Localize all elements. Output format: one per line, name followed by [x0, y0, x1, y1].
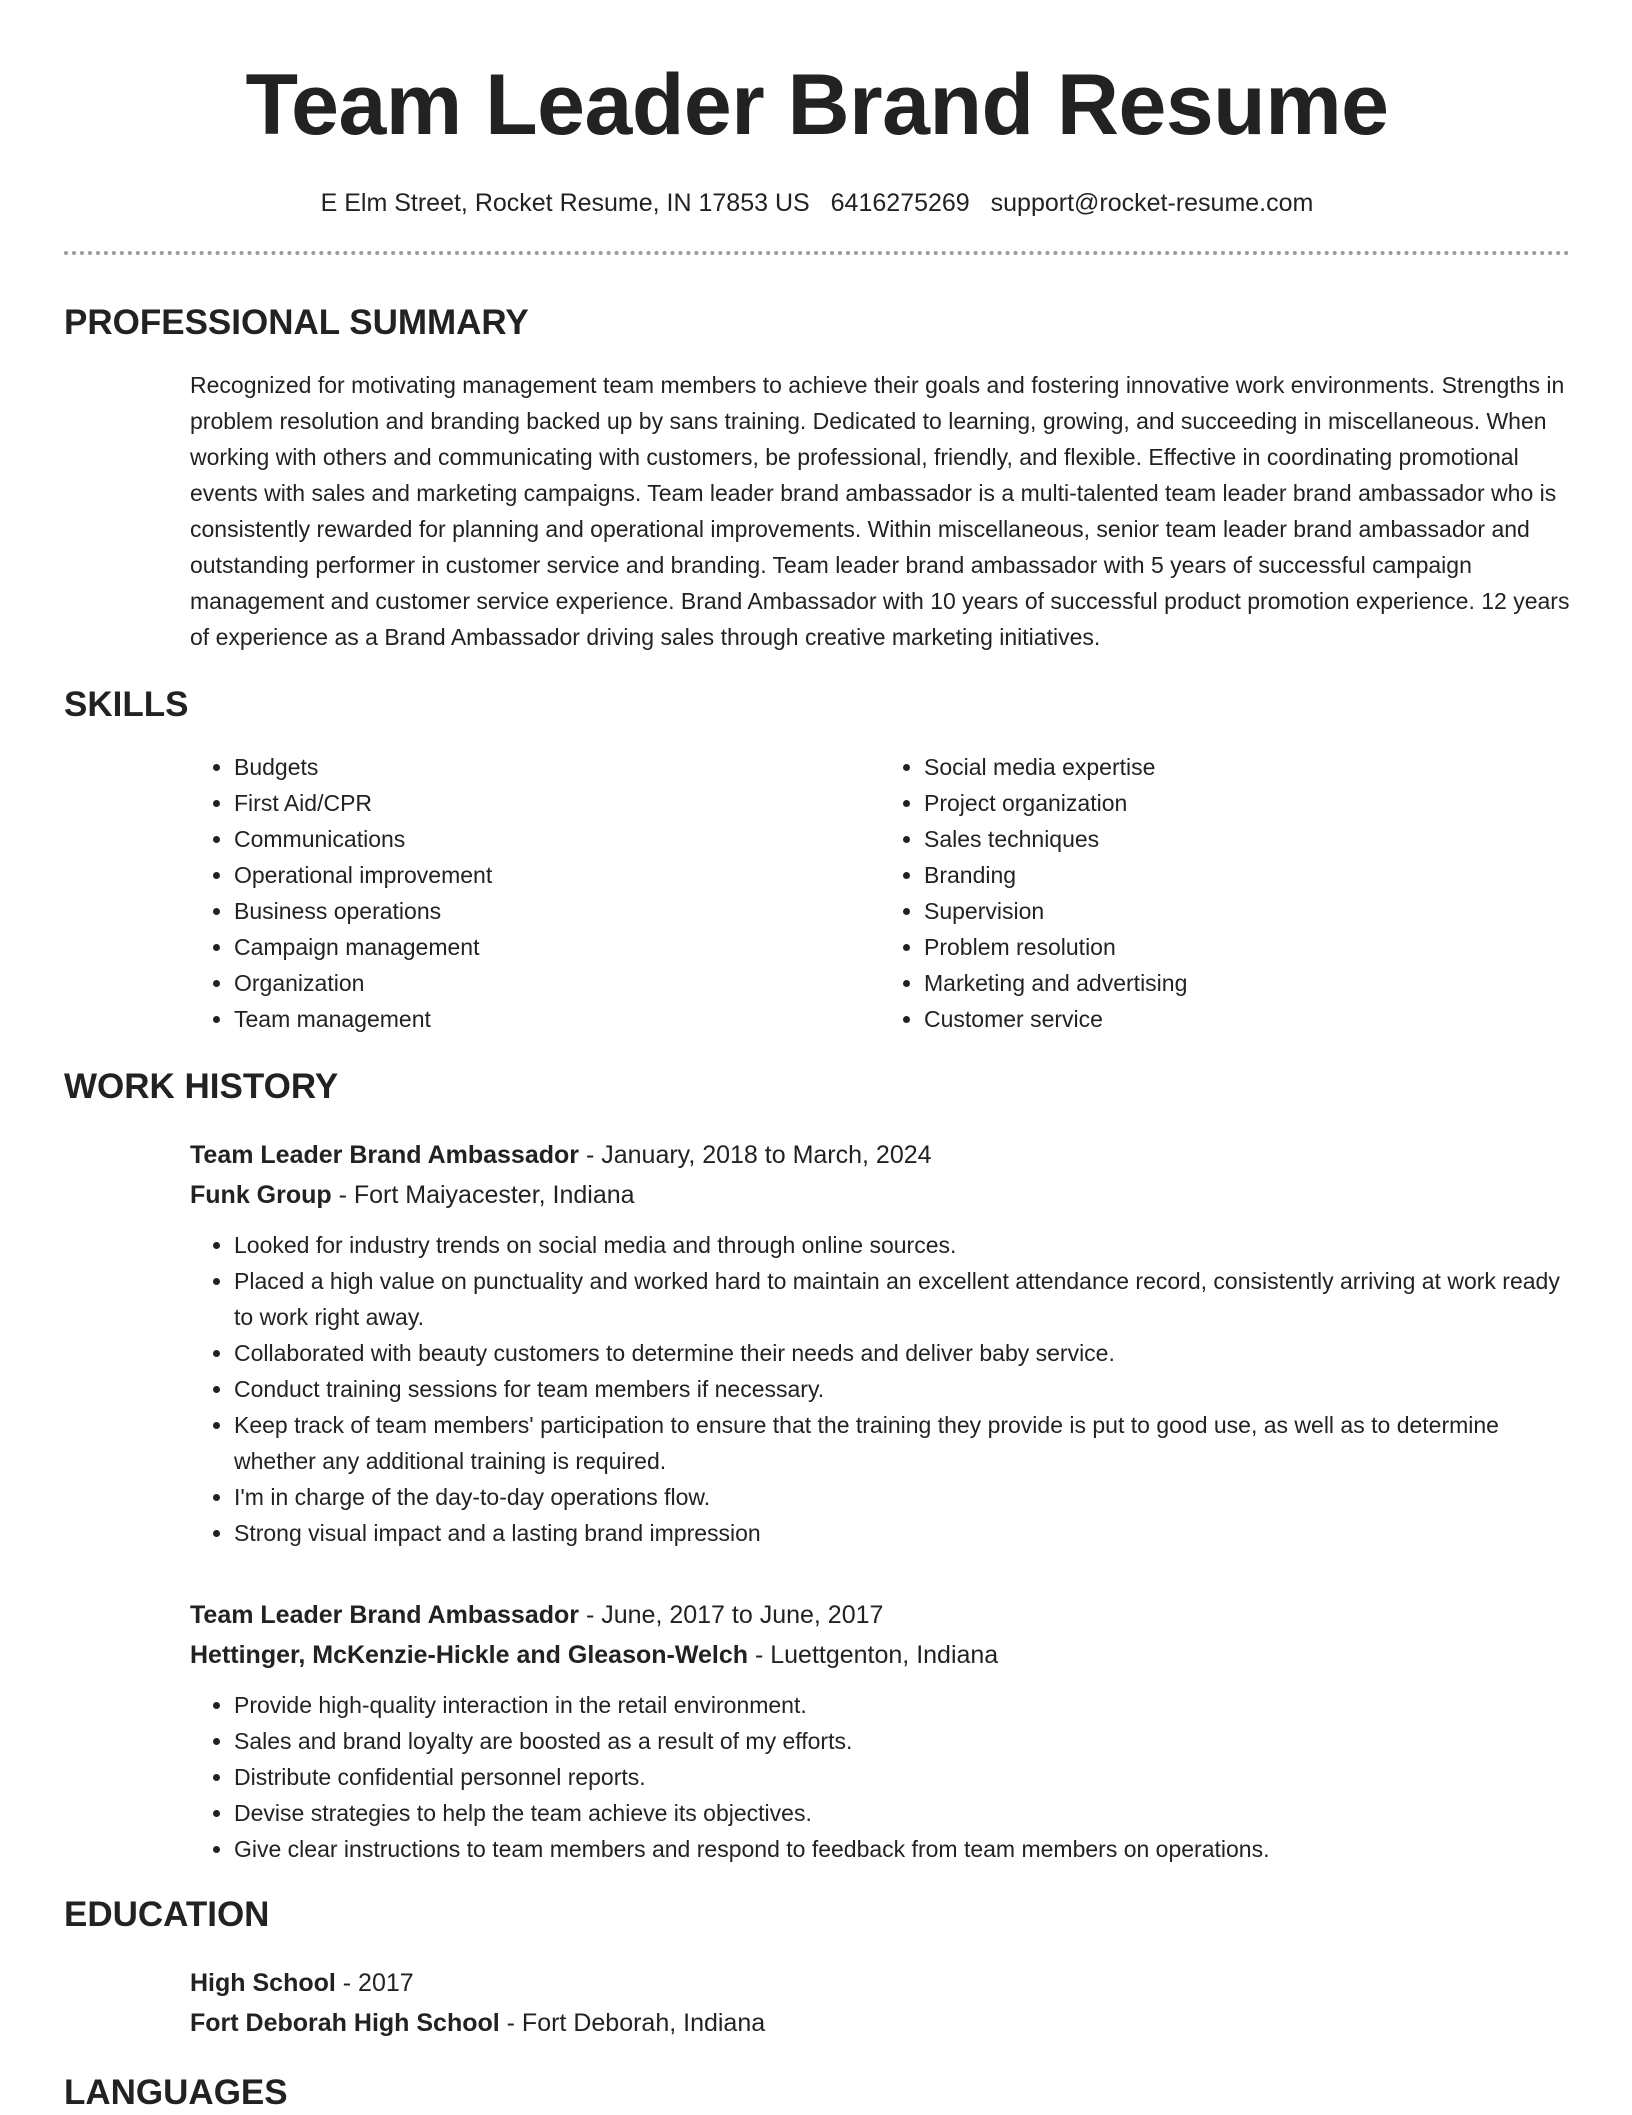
summary-text: Recognized for motivating management team members to achieve their goals and fostering innovative work environments. Strengths in problem resolution and branding backed up by sans training. Dedicated to learning, growing, and succeeding in miscellaneous. When working with others and communicating with customers, be professional, friendly, and flexible. Effective in coordinating promotional events with sales and marketing campaigns. Team leader brand ambassador is a multi-talented team leader brand ambassador who is consistently rewarded for planning and operational improvements. Within miscellaneous, senior team leader brand ambassador and outstanding performer in customer service and branding. Team leader brand ambassador with 5 years of successful campaign management and customer service experience. Brand Ambassador with 10 years of successful product promotion experience. 12 years of experience as a Brand Ambassador driving sales through creative marketing initiatives.: [190, 372, 1570, 650]
job-bullets: [190, 1227, 1570, 1551]
job-bullet: • Sales and brand loyalty are boosted as a result of my efforts.: [234, 1723, 1570, 1759]
job-bullet: • Distribute confidential personnel reports.: [234, 1759, 1570, 1795]
skills-column-right: [880, 749, 1570, 1037]
section-title-summary: PROFESSIONAL SUMMARY: [64, 303, 529, 342]
skills-list: [190, 749, 1570, 1037]
skill-item: • Project organization: [924, 785, 1570, 821]
job-company: Funk Group: [190, 1181, 332, 1209]
resume-title: Team Leader Brand Resume: [245, 57, 1389, 153]
job-bullets: [190, 1687, 1570, 1867]
skill-item: • Branding: [924, 857, 1570, 893]
skill-item: • Operational improvement: [234, 857, 880, 893]
job-bullet: • Conduct training sessions for team members if necessary.: [234, 1371, 1570, 1407]
skill-item: • Supervision: [924, 893, 1570, 929]
job-bullet: • Collaborated with beauty customers to determine their needs and deliver baby service.: [234, 1335, 1570, 1371]
job-company-line: [190, 1635, 1570, 1675]
section-title-languages: LANGUAGES: [64, 2073, 288, 2112]
job-role: Team Leader Brand Ambassador: [190, 1601, 580, 1629]
job-bullet: • Placed a high value on punctuality and worked hard to maintain an excellent attendance record, consistently arriving at work ready to work right away.: [234, 1263, 1570, 1335]
skill-item: • Campaign management: [234, 929, 880, 965]
job-dates: - January, 2018 to March, 2024: [579, 1141, 932, 1169]
job-dates: - June, 2017 to June, 2017: [579, 1601, 884, 1629]
job-entry: [190, 1595, 1570, 1867]
job-bullet: • Give clear instructions to team members and respond to feedback from team members on operations.: [234, 1831, 1570, 1867]
skill-item: • Organization: [234, 965, 880, 1001]
contact-address: E Elm Street, Rocket Resume, IN 17853 US: [320, 189, 810, 217]
skill-item: • Problem resolution: [924, 929, 1570, 965]
skill-item: • Communications: [234, 821, 880, 857]
section-title-work-history: WORK HISTORY: [64, 1067, 339, 1106]
job-bullet: • I'm in charge of the day-to-day operations flow.: [234, 1479, 1570, 1515]
skill-item: • Customer service: [924, 1001, 1570, 1037]
job-role-line: [190, 1135, 1570, 1175]
skill-item: • Social media expertise: [924, 749, 1570, 785]
education-degree: High School: [190, 1969, 336, 1997]
section-title-education: EDUCATION: [64, 1895, 270, 1934]
job-bullet: • Keep track of team members' participation to ensure that the training they provide is put to good use, as well as to determine whether any additional training is required.: [234, 1407, 1570, 1479]
skill-item: • Marketing and advertising: [924, 965, 1570, 1001]
education-location: - Fort Deborah, Indiana: [499, 2009, 766, 2037]
contact-line: [64, 185, 1570, 221]
section-title-skills: SKILLS: [64, 685, 189, 724]
contact-email: support@rocket-resume.com: [990, 189, 1314, 217]
job-bullet: • Looked for industry trends on social media and through online sources.: [234, 1227, 1570, 1263]
education-entry: [190, 1963, 1570, 2043]
job-bullet: • Provide high-quality interaction in the retail environment.: [234, 1687, 1570, 1723]
skill-item: • First Aid/CPR: [234, 785, 880, 821]
skills-column-left: [190, 749, 880, 1037]
job-location: - Fort Maiyacester, Indiana: [331, 1181, 635, 1209]
education-school-line: [190, 2003, 1570, 2043]
education-degree-line: [190, 1963, 1570, 2003]
job-bullet: • Strong visual impact and a lasting brand impression: [234, 1515, 1570, 1551]
job-entry: [190, 1135, 1570, 1551]
header-divider: [64, 251, 1570, 255]
job-company: Hettinger, McKenzie-Hickle and Gleason-Welch: [190, 1641, 749, 1669]
job-role: Team Leader Brand Ambassador: [190, 1141, 580, 1169]
resume-page: [64, 0, 1570, 2115]
skill-item: • Budgets: [234, 749, 880, 785]
job-location: - Luettgenton, Indiana: [748, 1641, 999, 1669]
skill-item: • Business operations: [234, 893, 880, 929]
education-school: Fort Deborah High School: [190, 2009, 500, 2037]
skill-item: • Sales techniques: [924, 821, 1570, 857]
job-role-line: [190, 1595, 1570, 1635]
job-bullet: • Devise strategies to help the team achieve its objectives.: [234, 1795, 1570, 1831]
education-year: - 2017: [335, 1969, 414, 1997]
skill-item: • Team management: [234, 1001, 880, 1037]
job-company-line: [190, 1175, 1570, 1215]
contact-phone: 6416275269: [830, 189, 970, 217]
